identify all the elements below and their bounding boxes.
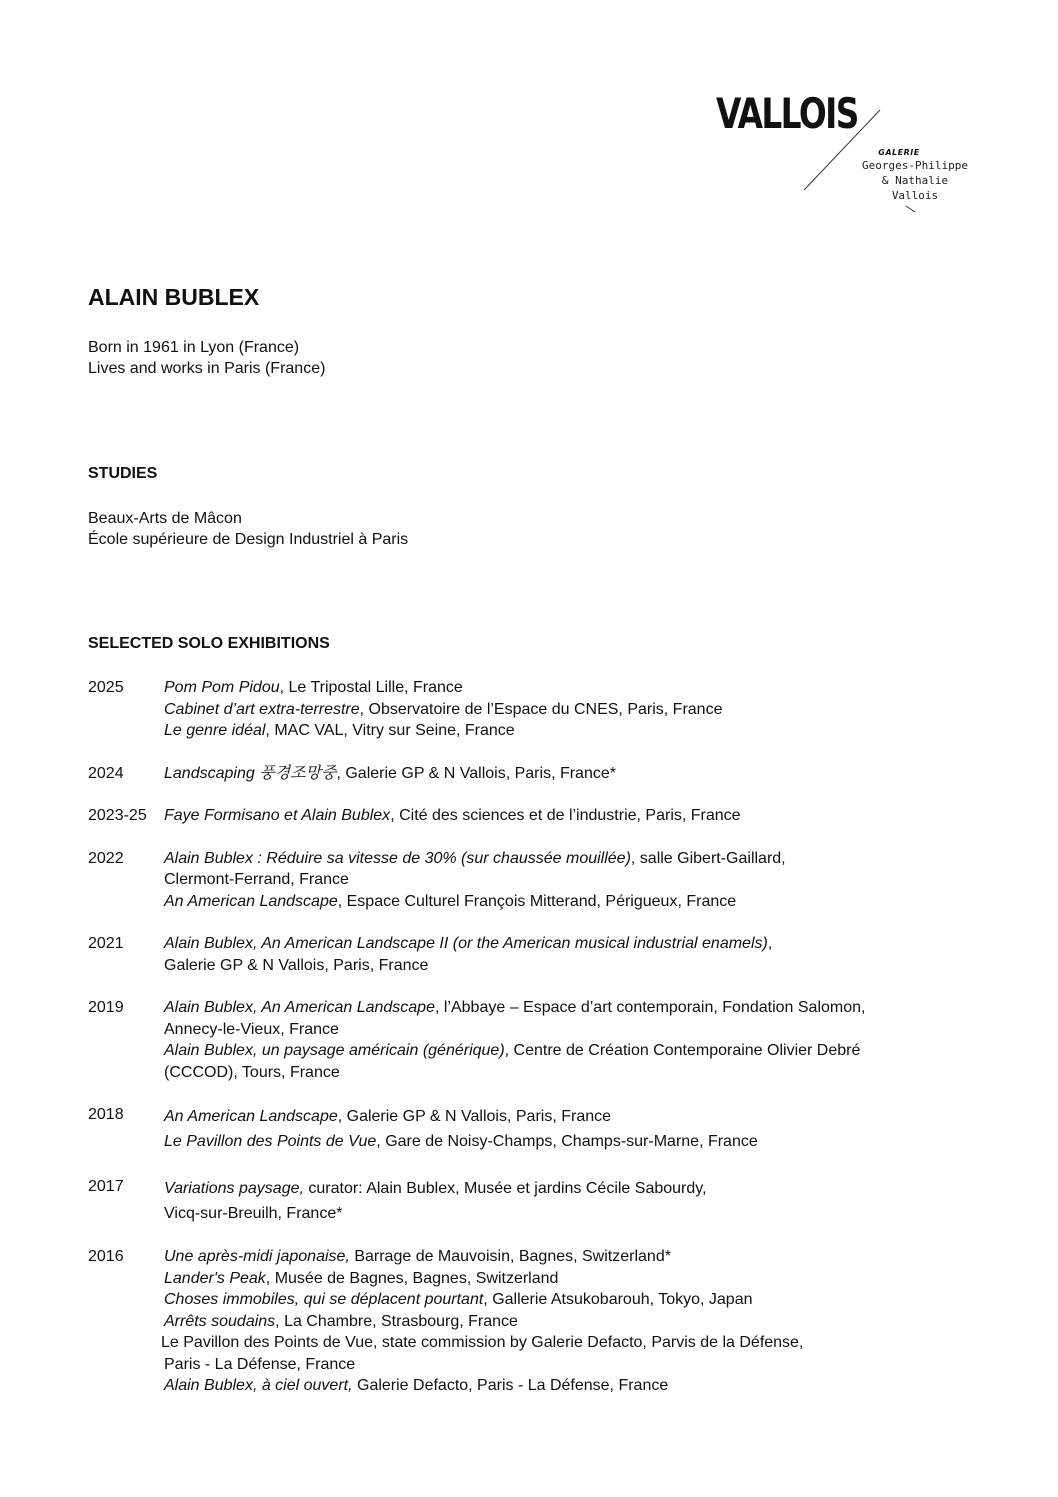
exhibition-venue: , l’Abbaye – Espace d’art contemporain, Fondation Salomon, <box>434 999 866 1016</box>
exhibition-title: Alain Bublex, An American Landscape II (or the American musical industrial enamels) <box>164 935 768 952</box>
exhibition-entry <box>164 1201 988 1226</box>
exhibition-venue: Annecy-le-Vieux, France <box>164 1020 339 1038</box>
year-block-2019 <box>88 997 988 1083</box>
exhibition-title: Alain Bublex, à ciel ouvert, <box>164 1377 353 1394</box>
exhibition-title: An American Landscape <box>164 892 338 910</box>
studies-heading: STUDIES <box>88 465 158 482</box>
exhibition-title: Alain Bublex, An American Landscape <box>164 999 435 1016</box>
exhibition-title: Variations paysage, <box>164 1180 304 1197</box>
exhibition-entry <box>161 1332 988 1354</box>
exhibition-title: Alain Bublex : Réduire sa vitesse de 30% (sur chaussée mouillée) <box>164 849 631 867</box>
exhibition-venue: curator: Alain Bublex, Musée et jardins Cécile Sabourdy, <box>303 1180 707 1197</box>
gallery-name-line: Georges-Philippe <box>862 159 968 172</box>
exhibition-title: Cabinet d’art extra-terrestre <box>164 700 360 718</box>
exhibition-entry <box>164 720 988 742</box>
exhibition-venue: Barrage de Mauvoisin, Bagnes, Switzerland* <box>349 1248 671 1265</box>
exhibition-entry <box>164 763 988 785</box>
exhibition-title: Une après-midi japonaise, <box>164 1248 350 1265</box>
exhibition-venue: , <box>767 935 773 952</box>
artist-born: Born in 1961 in Lyon (France) <box>88 339 300 356</box>
study-item: École supérieure de Design Industriel à Paris <box>88 531 409 548</box>
year-block-2023-25 <box>88 805 988 827</box>
exhibition-entry <box>164 1375 988 1397</box>
year-label: 2024 <box>88 764 124 782</box>
exhibition-venue: , Galerie GP & N Vallois, Paris, France <box>337 1108 612 1125</box>
artist-name: ALAIN BUBLEX <box>88 284 260 310</box>
gallery-name-line: Vallois <box>891 189 939 202</box>
year-block-2017 <box>88 1176 988 1226</box>
gallery-label: GALERIE <box>878 148 920 157</box>
exhibition-venue: , Cité des sciences et de l’industrie, Paris, France <box>390 807 741 824</box>
exhibition-entry <box>164 1176 988 1201</box>
year-label: 2022 <box>88 849 124 867</box>
exhibition-venue: Clermont-Ferrand, France <box>164 871 349 888</box>
year-block-2016 <box>88 1246 988 1397</box>
year-block-2025 <box>88 677 988 742</box>
exhibition-title: Le genre idéal <box>164 722 266 739</box>
exhibition-title: Faye Formisano et Alain Bublex <box>164 807 391 824</box>
exhibition-entry <box>164 1040 988 1062</box>
year-label: 2023-25 <box>88 807 147 824</box>
year-label: 2016 <box>88 1248 124 1265</box>
exhibition-entry <box>164 891 988 913</box>
gallery-names <box>840 158 990 203</box>
studies-list <box>88 508 408 550</box>
exhibition-title: Pom Pom Pidou <box>164 679 280 696</box>
exhibition-venue: , Observatoire de l’Espace du CNES, Paris, France <box>359 700 723 718</box>
year-block-2022 <box>88 848 988 913</box>
exhibition-entry <box>164 869 988 891</box>
exhibition-entry <box>164 1354 988 1376</box>
exhibition-entry <box>164 1104 988 1129</box>
exhibition-entry <box>164 1062 988 1084</box>
exhibition-entry <box>164 805 988 827</box>
gallery-logo: VALLOIS <box>716 89 858 138</box>
exhibition-entry <box>164 1268 988 1290</box>
exhibition-entry <box>164 1019 988 1041</box>
exhibition-entry <box>164 955 988 977</box>
year-block-2021 <box>88 933 988 976</box>
exhibition-title: Arrêts soudains <box>164 1312 276 1330</box>
exhibition-entry <box>164 997 988 1019</box>
year-label: 2017 <box>88 1178 124 1195</box>
exhibition-venue: , Gare de Noisy-Champs, Champs-sur-Marne, France <box>376 1133 758 1150</box>
year-label: 2025 <box>88 679 124 696</box>
exhibition-entry <box>164 848 988 870</box>
year-label: 2019 <box>88 999 124 1016</box>
exhibition-venue: , Centre de Création Contemporaine Olivier Debré <box>504 1042 861 1059</box>
artist-lives: Lives and works in Paris (France) <box>88 360 326 377</box>
exhibition-entry <box>164 1129 988 1154</box>
year-label: 2018 <box>88 1106 124 1123</box>
exhibition-venue: , Le Tripostal Lille, France <box>279 679 463 696</box>
exhibition-venue: Galerie Defacto, Paris - La Défense, France <box>352 1377 669 1394</box>
exhibition-entry <box>164 1246 988 1268</box>
year-block-2018 <box>88 1104 988 1154</box>
exhibition-venue: , MAC VAL, Vitry sur Seine, France <box>265 722 515 739</box>
exhibition-title: Lander's Peak <box>164 1269 266 1287</box>
exhibition-venue: , Espace Culturel François Mitterand, Périgueux, France <box>337 892 737 910</box>
artist-bio <box>88 337 325 379</box>
solo-exhibitions-list <box>88 677 988 1397</box>
exhibition-venue: Vicq-sur-Breuilh, France* <box>164 1205 343 1222</box>
exhibition-entry <box>164 933 988 955</box>
logo-tick-icon <box>904 204 918 214</box>
exhibition-entry <box>164 699 988 721</box>
exhibition-venue: , Musée de Bagnes, Bagnes, Switzerland <box>265 1269 559 1287</box>
exhibition-venue: (CCCOD), Tours, France <box>164 1063 340 1081</box>
exhibition-entry <box>164 1311 988 1333</box>
year-block-2024 <box>88 763 988 785</box>
exhibition-venue: , Gallerie Atsukobarouh, Tokyo, Japan <box>483 1291 753 1308</box>
exhibition-entry <box>164 1289 988 1311</box>
exhibition-title: An American Landscape <box>164 1108 338 1125</box>
exhibition-venue: Paris - La Défense, France <box>164 1355 356 1373</box>
exhibition-venue: , Galerie GP & N Vallois, Paris, France* <box>336 764 616 782</box>
solo-exhibitions-heading: SELECTED SOLO EXHIBITIONS <box>88 635 330 652</box>
exhibition-venue: Galerie GP & N Vallois, Paris, France <box>164 956 429 974</box>
year-label: 2021 <box>88 935 124 952</box>
study-item: Beaux-Arts de Mâcon <box>88 510 242 527</box>
gallery-name-line: & Nathalie <box>881 174 949 187</box>
exhibition-entry <box>164 677 988 699</box>
exhibition-title: Alain Bublex, un paysage américain (générique) <box>164 1042 505 1059</box>
exhibition-venue: Le Pavillon des Points de Vue, state commission by Galerie Defacto, Parvis de la Défense, <box>161 1334 804 1351</box>
exhibition-title: Le Pavillon des Points de Vue <box>164 1133 377 1150</box>
exhibition-title: Choses immobiles, qui se déplacent pourtant <box>164 1291 484 1308</box>
exhibition-venue: , salle Gibert-Gaillard, <box>630 849 786 867</box>
exhibition-venue: , La Chambre, Strasbourg, France <box>275 1312 518 1330</box>
exhibition-title: Landscaping 풍경조망중 <box>164 764 337 782</box>
